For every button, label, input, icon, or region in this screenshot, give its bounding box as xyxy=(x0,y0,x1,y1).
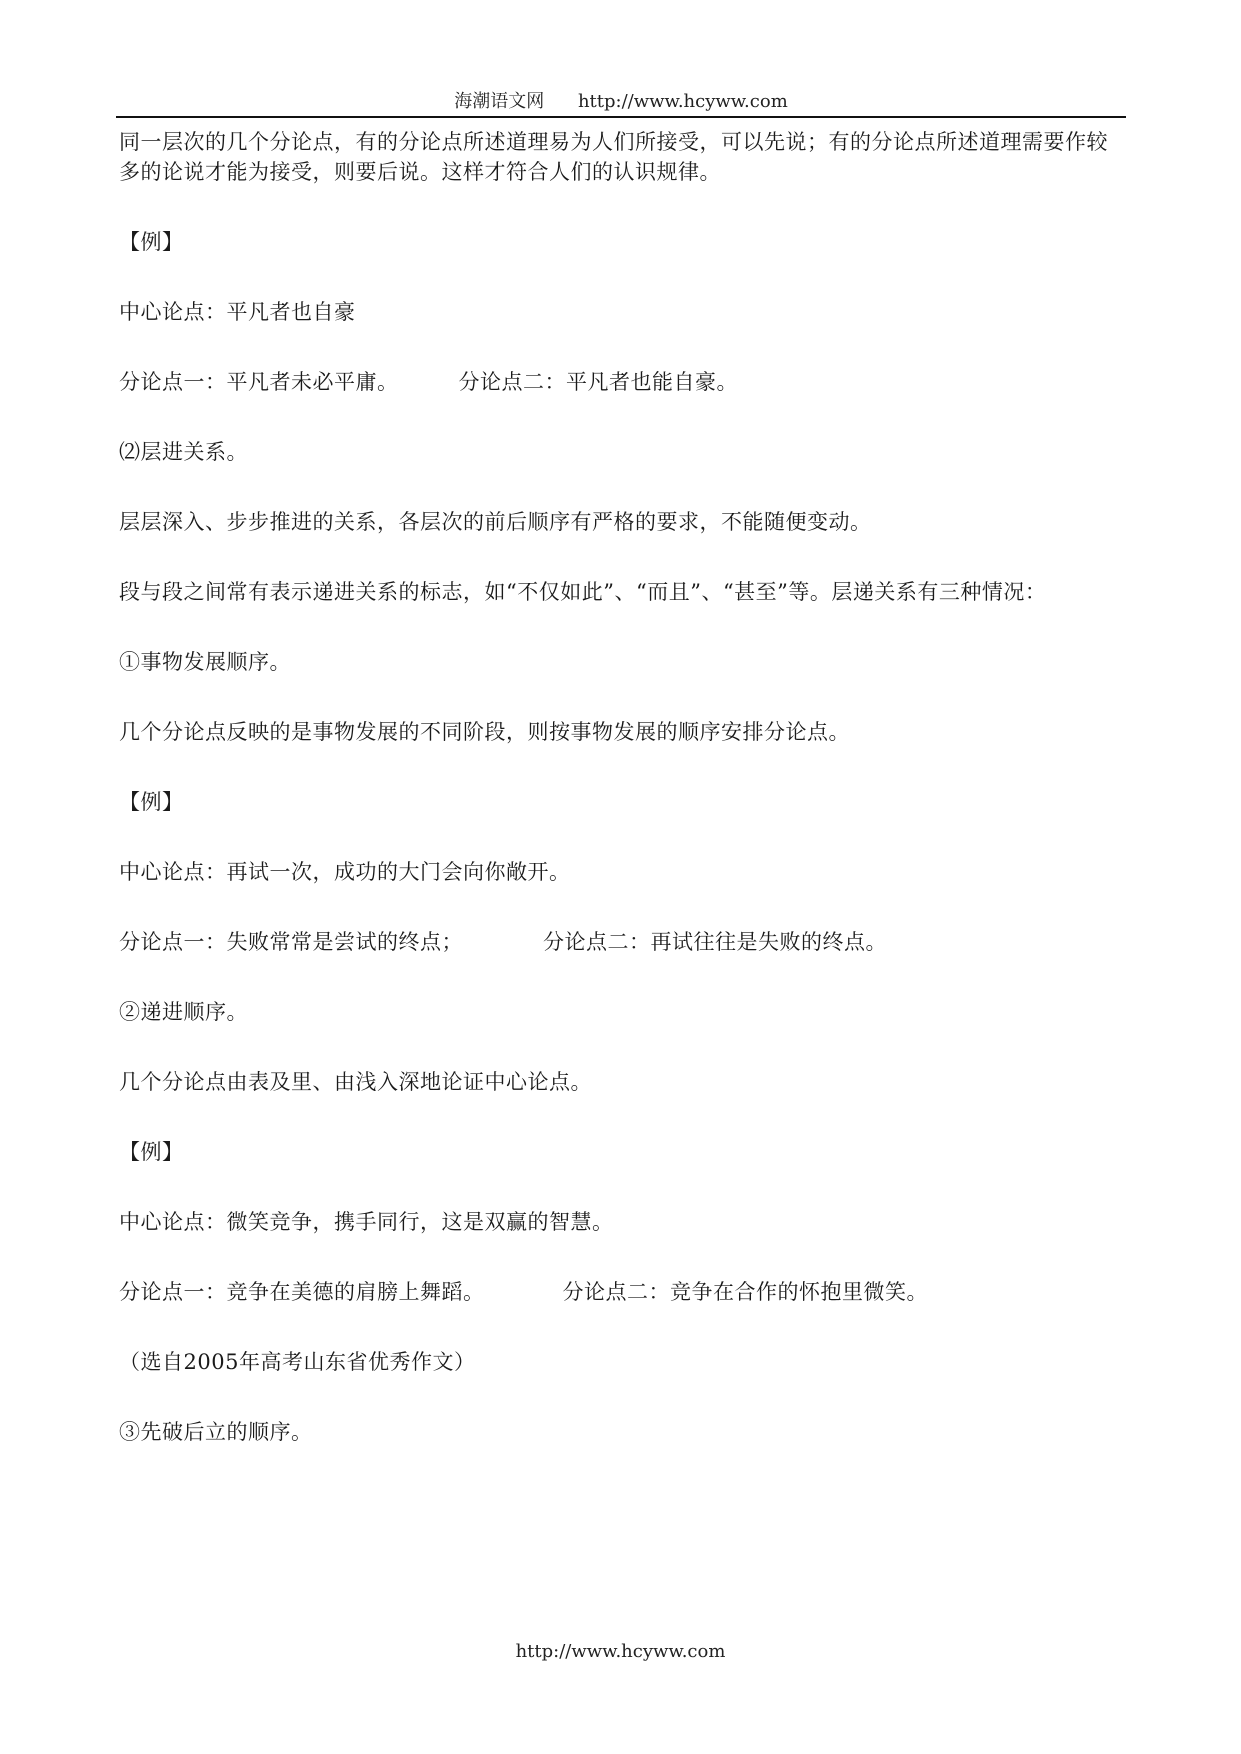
paragraph-line: 层层深入、步步推进的关系，各层次的前后顺序有严格的要求，不能随便变动。 xyxy=(119,510,872,534)
paragraph-line: 几个分论点由表及里、由浅入深地论证中心论点。 xyxy=(119,1070,592,1094)
sub-argument-row xyxy=(119,927,887,957)
central-argument: 中心论点：平凡者也自豪 xyxy=(119,300,356,324)
sub-argument-one: 分论点一：竞争在美德的肩膀上舞蹈。 xyxy=(119,1280,485,1304)
sub-argument-two: 分论点二：再试往往是失败的终点。 xyxy=(543,930,887,954)
sub-argument-two: 分论点二：平凡者也能自豪。 xyxy=(458,370,738,394)
sub-argument-one: 分论点一：平凡者未必平庸。 xyxy=(119,370,399,394)
example-label: 【例】 xyxy=(119,1140,184,1164)
source-note: （选自2005年高考山东省优秀作文） xyxy=(119,1350,476,1374)
sub-argument-one: 分论点一：失败常常是尝试的终点； xyxy=(119,930,463,954)
header-site-name: 海潮语文网 xyxy=(454,91,545,112)
section-heading: ③先破后立的顺序。 xyxy=(119,1420,313,1444)
paragraph-line: 段与段之间常有表示递进关系的标志，如“不仅如此”、“而且”、“甚至”等。层递关系有三种情况： xyxy=(119,580,1047,604)
section-heading: ②递进顺序。 xyxy=(119,1000,248,1024)
section-heading: ⑵层进关系。 xyxy=(119,440,248,464)
example-label: 【例】 xyxy=(119,790,184,814)
sub-argument-row xyxy=(119,1277,928,1307)
paragraph-line: 几个分论点反映的是事物发展的不同阶段，则按事物发展的顺序安排分论点。 xyxy=(119,720,850,744)
paragraph-line: 同一层次的几个分论点，有的分论点所述道理易为人们所接受，可以先说；有的分论点所述道理需要作较 xyxy=(119,130,1108,154)
section-heading: ①事物发展顺序。 xyxy=(119,650,291,674)
page-header xyxy=(116,88,1126,116)
page-footer-url: http://www.hcyww.com xyxy=(515,1641,726,1662)
central-argument: 中心论点：再试一次，成功的大门会向你敞开。 xyxy=(119,860,571,884)
sub-argument-two: 分论点二：竞争在合作的怀抱里微笑。 xyxy=(562,1280,928,1304)
header-divider xyxy=(116,116,1126,118)
example-label: 【例】 xyxy=(119,230,184,254)
central-argument: 中心论点：微笑竞争，携手同行，这是双赢的智慧。 xyxy=(119,1210,614,1234)
paragraph-line: 多的论说才能为接受，则要后说。这样才符合人们的认识规律。 xyxy=(119,160,721,184)
header-url: http://www.hcyww.com xyxy=(577,91,788,112)
sub-argument-row xyxy=(119,367,738,397)
